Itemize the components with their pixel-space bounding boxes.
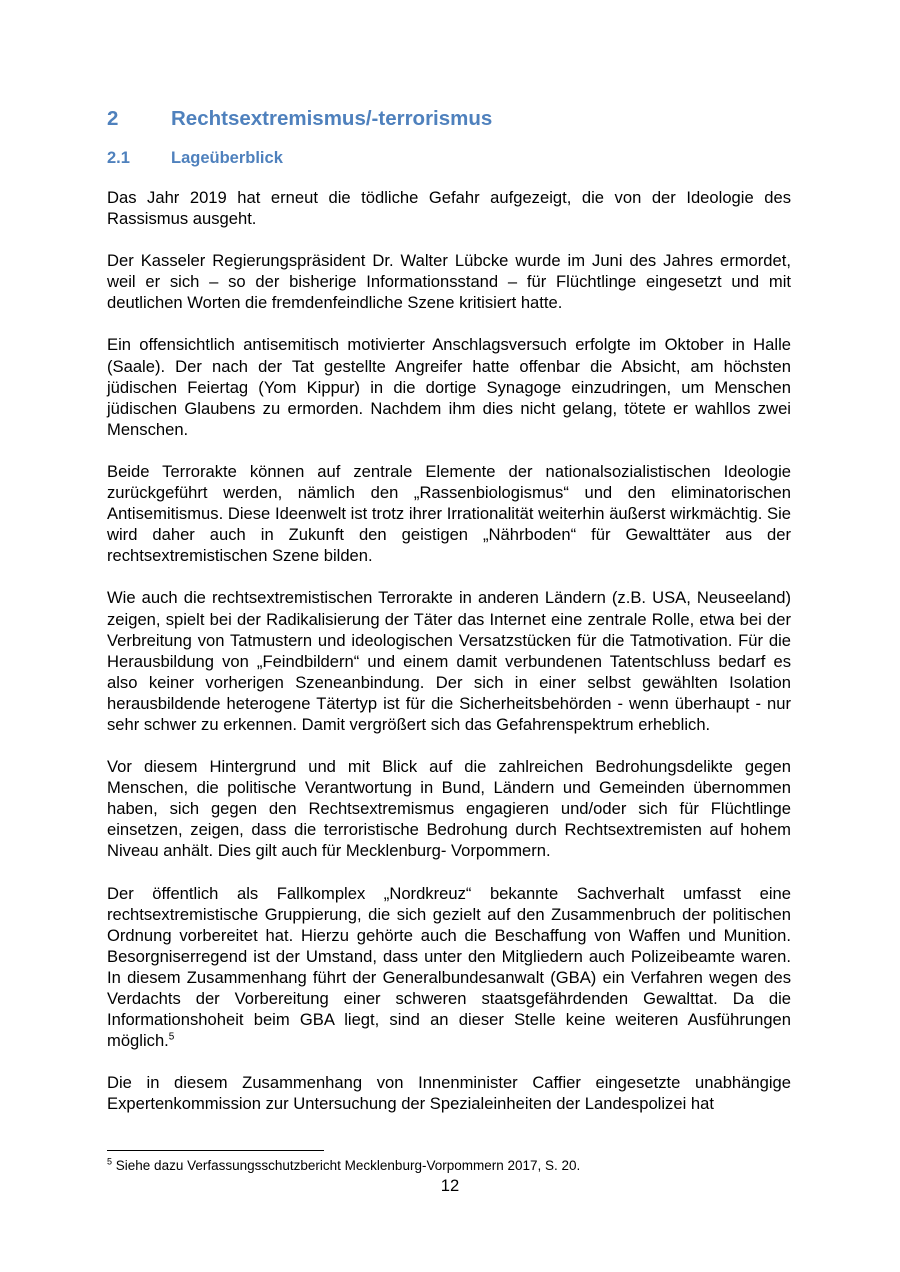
paragraph: Vor diesem Hintergrund und mit Blick auf die zahlreichen Bedrohungsdelikte gegen Menschen, die politische Verantwortung in Bund, Ländern und Gemeinden übernommen haben, sich gegen den Rechtsextremismus engagieren und/oder sich für Flüchtlinge einsetzen, zeigen, dass die terroristische Bedrohung durch Rechtsextremisten auf hohem Niveau anhält. Dies gilt auch für Mecklenburg- Vorpommern. bbox=[107, 757, 791, 861]
footnote-reference: 5 bbox=[168, 1031, 175, 1043]
footnote bbox=[107, 1157, 580, 1174]
section-title: Rechtsextremismus/-terrorismus bbox=[171, 107, 493, 130]
paragraph: Das Jahr 2019 hat erneut die tödliche Gefahr aufgezeigt, die von der Ideologie des Rassismus ausgeht. bbox=[107, 188, 791, 229]
paragraph-text: Der öffentlich als Fallkomplex „Nordkreuz“ bekannte Sachverhalt umfasst eine rechtsextremistische Gruppierung, die sich gezielt auf den Zusammenbruch der politischen Ordnung vorbereitet hat. Hierzu gehörte auch die Beschaffung von Waffen und Munition. Besorgniserregend ist der Umstand, dass unter den Mitgliedern auch Polizeibeamte waren. In diesem Zusammenhang führt der Generalbundesanwalt (GBA) ein Verfahren wegen des Verdachts der Vorbereitung einer schweren staatsgefährdenden Gewalttat. Da die Informationshoheit beim GBA liegt, sind an dieser Stelle keine weiteren Ausführungen möglich. bbox=[107, 883, 791, 1051]
paragraph: Die in diesem Zusammenhang von Innenminister Caffier eingesetzte unabhängige Expertenkommission zur Untersuchung der Spezialeinheiten der Landespolizei hat bbox=[107, 1073, 791, 1114]
paragraph: Wie auch die rechtsextremistischen Terrorakte in anderen Ländern (z.B. USA, Neuseeland) zeigen, spielt bei der Radikalisierung der Täter das Internet eine zentrale Rolle, etwa bei der Verbreitung von Tatmustern und ideologischen Versatzstücken für die Tatmotivation. Für die Herausbildung von „Feindbildern“ und einem damit verbundenen Tatentschluss bedarf es also keiner vorherigen Szeneanbindung. Der sich in einer selbst gewählten Isolation herausbildende heterogene Tätertyp ist für die Sicherheitsbehörden - wenn überhaupt - nur sehr schwer zu erkennen. Damit vergrößert sich das Gefahrenspektrum erheblich. bbox=[107, 588, 791, 734]
footnote-number: 5 bbox=[107, 1156, 113, 1167]
body-text bbox=[107, 187, 791, 1135]
subsection-heading bbox=[107, 149, 283, 168]
paragraph: Beide Terrorakte können auf zentrale Elemente der nationalsozialistischen Ideologie zurückgeführt werden, nämlich den „Rassenbiologismus“ und den eliminatorischen Antisemitismus. Diese Ideenwelt ist trotz ihrer Irrationalität weiterhin äußerst wirkmächtig. Sie wird daher auch in Zukunft den geistigen „Nährboden“ für Gewalttäter aus der rechtsextremistischen Szene bilden. bbox=[107, 461, 791, 566]
subsection-title: Lageüberblick bbox=[171, 149, 283, 167]
paragraph: Der Kasseler Regierungspräsident Dr. Walter Lübcke wurde im Juni des Jahres ermordet, weil er sich – so der bisherige Informationsstand – für Flüchtlinge eingesetzt und mit deutlichen Worten die fremdenfeindliche Szene kritisiert hatte. bbox=[107, 251, 791, 313]
page-number: 12 bbox=[440, 1176, 460, 1195]
paragraph: Ein offensichtlich antisemitisch motivierter Anschlagsversuch erfolgte im Oktober in Halle (Saale). Der nach der Tat gestellte Angreifer hatte offenbar die Absicht, am höchsten jüdischen Feiertag (Yom Kippur) in die dortige Synagoge einzudringen, um Menschen jüdischen Glaubens zu ermorden. Nachdem ihm dies nicht gelang, tötete er wahllos zwei Menschen. bbox=[107, 335, 791, 439]
footnote-divider bbox=[107, 1150, 324, 1151]
section-heading bbox=[107, 107, 492, 131]
subsection-number: 2.1 bbox=[107, 149, 130, 167]
paragraph-with-footnote bbox=[107, 883, 791, 1052]
footnote-text: Siehe dazu Verfassungsschutzbericht Mecklenburg-Vorpommern 2017, S. 20. bbox=[115, 1158, 581, 1173]
section-number: 2 bbox=[107, 107, 119, 130]
